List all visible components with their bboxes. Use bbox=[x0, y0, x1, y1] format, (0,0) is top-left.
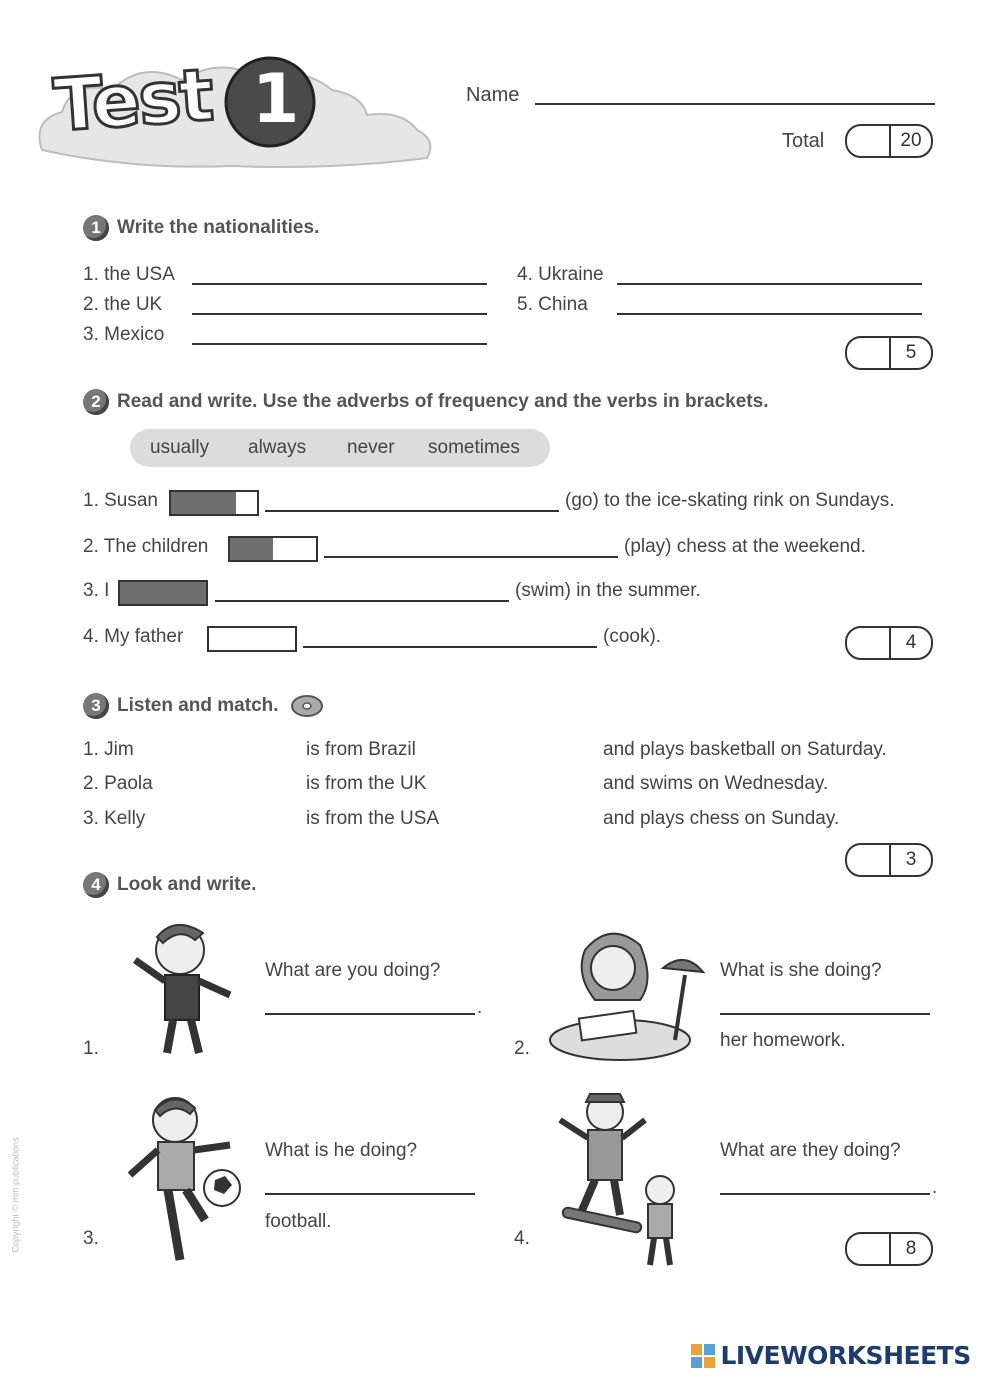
girl-homework-illustration bbox=[545, 920, 705, 1065]
s4-question-1: What are you doing? bbox=[265, 960, 441, 981]
cd-icon bbox=[290, 693, 324, 719]
section3-score-box[interactable] bbox=[845, 843, 933, 877]
s3-origin-2[interactable]: is from the UK bbox=[306, 773, 427, 794]
frequency-bar-3 bbox=[118, 580, 208, 606]
s2-answer-3[interactable] bbox=[215, 600, 509, 602]
s1-answer-2[interactable] bbox=[192, 313, 487, 315]
test-title-banner bbox=[32, 40, 442, 175]
s2-rest-4: (cook). bbox=[603, 626, 662, 647]
section2-score: 4 bbox=[905, 632, 917, 653]
s4-number-3: 3. bbox=[83, 1228, 99, 1249]
s3-name-1[interactable]: 1. Jim bbox=[83, 739, 134, 760]
s1-item-1: 1. the USA bbox=[83, 264, 175, 285]
total-score: 20 bbox=[900, 130, 922, 151]
s2-subject-2: 2. The children bbox=[83, 536, 209, 557]
name-input-line[interactable] bbox=[535, 103, 935, 105]
s4-answer-2[interactable] bbox=[720, 1013, 930, 1015]
liveworksheets-brand: LIVEWORKSHEETS bbox=[720, 1341, 971, 1370]
s3-activity-3[interactable]: and plays chess on Sunday. bbox=[603, 808, 840, 829]
s4-number-4: 4. bbox=[514, 1228, 530, 1249]
liveworksheets-icon bbox=[690, 1343, 716, 1369]
s4-number-2: 2. bbox=[514, 1038, 530, 1059]
s1-item-5: 5. China bbox=[517, 294, 588, 315]
boy-dancing-illustration bbox=[115, 915, 255, 1055]
s4-after-3: football. bbox=[265, 1211, 332, 1232]
s2-rest-1: (go) to the ice-skating rink on Sundays. bbox=[565, 490, 895, 511]
s2-rest-2: (play) chess at the weekend. bbox=[624, 536, 866, 557]
section1-heading: 1 Write the nationalities. bbox=[83, 215, 319, 241]
s4-number-1: 1. bbox=[83, 1038, 99, 1059]
s4-answer-1[interactable] bbox=[265, 1013, 475, 1015]
s2-rest-3: (swim) in the summer. bbox=[515, 580, 701, 601]
s4-after-1: . bbox=[477, 997, 483, 1018]
s2-subject-4: 4. My father bbox=[83, 626, 184, 647]
section3-score: 3 bbox=[905, 849, 917, 870]
section4-number: 4 bbox=[83, 872, 109, 898]
s1-answer-5[interactable] bbox=[617, 313, 922, 315]
total-label: Total bbox=[782, 130, 825, 152]
s4-question-4: What are they doing? bbox=[720, 1140, 901, 1161]
section2-number: 2 bbox=[83, 389, 109, 415]
s3-name-3[interactable]: 3. Kelly bbox=[83, 808, 146, 829]
word-bank bbox=[130, 429, 550, 467]
s4-after-2: her homework. bbox=[720, 1030, 846, 1051]
frequency-fill-3 bbox=[120, 582, 206, 604]
copyright-text: Copyright © mm publications bbox=[10, 1137, 21, 1253]
name-label: Name bbox=[466, 84, 520, 106]
s2-subject-1: 1. Susan bbox=[83, 490, 158, 511]
section1-score: 5 bbox=[905, 342, 917, 363]
s1-item-4: 4. Ukraine bbox=[517, 264, 604, 285]
s2-answer-4[interactable] bbox=[303, 646, 597, 648]
word-bank-item: never bbox=[347, 437, 395, 458]
s1-answer-1[interactable] bbox=[192, 283, 487, 285]
section4-score-box[interactable] bbox=[845, 1232, 933, 1266]
s4-question-2: What is she doing? bbox=[720, 960, 882, 981]
kids-skateboard-illustration bbox=[550, 1090, 700, 1270]
s2-answer-1[interactable] bbox=[265, 510, 559, 512]
section2-score-box[interactable] bbox=[845, 626, 933, 660]
frequency-fill-1 bbox=[171, 492, 236, 514]
liveworksheets-logo bbox=[690, 1341, 971, 1371]
section4-heading: 4 Look and write. bbox=[83, 872, 256, 898]
section3-number: 3 bbox=[83, 693, 109, 719]
s4-answer-3[interactable] bbox=[265, 1193, 475, 1195]
frequency-bar-2 bbox=[228, 536, 318, 562]
s4-question-3: What is he doing? bbox=[265, 1140, 418, 1161]
s2-subject-3: 3. I bbox=[83, 580, 110, 601]
s3-name-2[interactable]: 2. Paola bbox=[83, 773, 153, 794]
word-bank-item: sometimes bbox=[428, 437, 520, 458]
section2-heading: 2 Read and write. Use the adverbs of frequency and the verbs in brackets. bbox=[83, 389, 768, 415]
section4-score: 8 bbox=[905, 1238, 917, 1259]
s3-origin-3[interactable]: is from the USA bbox=[306, 808, 440, 829]
s3-activity-2[interactable]: and swims on Wednesday. bbox=[603, 773, 829, 794]
s2-answer-2[interactable] bbox=[324, 556, 618, 558]
s3-origin-1[interactable]: is from Brazil bbox=[306, 739, 416, 760]
title-word: Test bbox=[51, 52, 215, 148]
section3-heading: 3 Listen and match. bbox=[83, 693, 324, 719]
frequency-bar-1 bbox=[169, 490, 259, 516]
s4-answer-4[interactable] bbox=[720, 1193, 930, 1195]
s4-after-4: . bbox=[932, 1177, 938, 1198]
total-score-box[interactable] bbox=[845, 124, 933, 158]
s1-answer-4[interactable] bbox=[617, 283, 922, 285]
title-number: 1 bbox=[252, 60, 300, 139]
section1-number: 1 bbox=[83, 215, 109, 241]
section1-score-box[interactable] bbox=[845, 336, 933, 370]
word-bank-item: usually bbox=[150, 437, 210, 458]
frequency-fill-2 bbox=[230, 538, 273, 560]
frequency-bar-4 bbox=[207, 626, 297, 652]
s1-item-3: 3. Mexico bbox=[83, 324, 165, 345]
s1-answer-3[interactable] bbox=[192, 343, 487, 345]
s3-activity-1[interactable]: and plays basketball on Saturday. bbox=[603, 739, 887, 760]
s1-item-2: 2. the UK bbox=[83, 294, 163, 315]
boy-football-illustration bbox=[120, 1090, 250, 1270]
word-bank-item: always bbox=[248, 437, 307, 458]
